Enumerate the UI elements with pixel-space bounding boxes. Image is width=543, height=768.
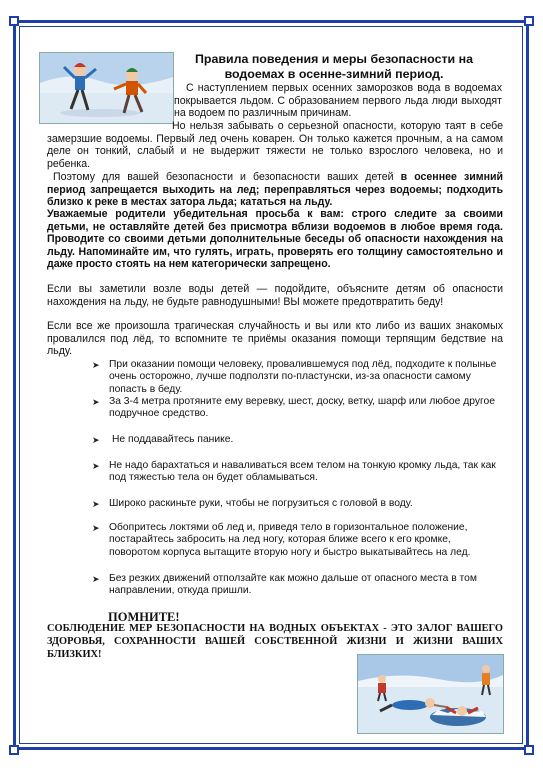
arrow-bullet-icon: ➤ (92, 574, 100, 584)
intro-paragraph-1: С наступлением первых осенних заморозков вода в водоемах покрывается льдом. С образованием первого льда люди выходят на водоем по различным причинам. (174, 82, 502, 120)
tips-list (92, 573, 498, 598)
corner-ornament (9, 745, 19, 755)
ban-lead-text: Поэтому для вашей безопасности и безопасности ваших детей (53, 171, 401, 183)
arrow-bullet-icon: ➤ (92, 435, 100, 445)
tip-item (92, 460, 498, 485)
notice-paragraph: Если вы заметили возле воды детей — подойдите, объясните детям об опасности нахождения на льду, не будьте равнодушными! ВЫ можете предотвратить беду! (47, 283, 503, 308)
tips-list (92, 498, 498, 510)
tip-text: Не поддавайтесь панике. (112, 434, 234, 445)
arrow-bullet-icon: ➤ (92, 397, 100, 407)
corner-ornament (9, 16, 19, 26)
tip-item (92, 573, 498, 598)
tips-list (92, 522, 498, 559)
illustration-ice-rescue (357, 654, 504, 734)
tip-text: За 3-4 метра протяните ему веревку, шест, доску, ветку, шарф или любое другое подручное средство. (109, 396, 495, 420)
arrow-bullet-icon: ➤ (92, 461, 100, 471)
final-warning: СОБЛЮДЕНИЕ МЕР БЕЗОПАСНОСТИ НА ВОДНЫХ ОБЪЕКТАХ - ЭТО ЗАЛОГ ВАШЕГО ЗДОРОВЬЯ, СОХРАННОСТИ ВАШЕЙ СОБСТВЕННОЙ ЖИЗНИ И ЖИЗНИ ВАШИХ БЛИЗКИХ! (47, 623, 503, 660)
corner-ornament (524, 745, 534, 755)
tip-item (92, 522, 498, 559)
tip-text: При оказании помощи человеку, провалившемуся под лёд, подходите к полынье очень осторожно, лучше подползти по-пластунски, из-за опасности самому попасть в беду. (109, 359, 497, 395)
tips-list (92, 434, 498, 446)
parents-paragraph: Уважаемые родители убедительная просьба к вам: строго следите за своими детьми, не оставляйте детей без присмотра вблизи водоемов в любое время года. Проводите со своими детьми дополнительные беседы об опасности нахождения на льду. Напоминайте им, что гулять, играть, проверять его толщину самостоятельно и даже просто стоять на нем категорически запрещено. (47, 208, 503, 271)
ban-rules-text: в осеннее зимний период запрещается выходить на лед; переправляться через водоемы; подходить близко к реке в местах затора льда; кататься на льду. (47, 171, 503, 209)
tip-item (92, 434, 498, 446)
page-title: Правила поведения и меры безопасности на водоемах в осенне-зимний период. (195, 52, 473, 81)
arrow-bullet-icon: ➤ (92, 360, 100, 370)
remember-heading: ПОМНИТЕ! (108, 610, 180, 624)
accident-paragraph: Если все же произошла трагическая случайность и вы или кто либо из ваших знакомых провалился под лёд, то вспомните те приёмы оказания помощи терпящим бедствие на льду. (47, 320, 503, 358)
tip-item (92, 396, 498, 421)
arrow-bullet-icon: ➤ (92, 499, 100, 509)
tips-list (92, 359, 498, 396)
tips-list (92, 460, 498, 485)
corner-ornament (524, 16, 534, 26)
tip-text: Широко раскиньте руки, чтобы не погрузиться с головой в воду. (109, 498, 413, 509)
intro-paragraph-2: Но нельзя забывать о серьезной опасности, которую таят в себе замерзшие водоемы. Первый лед очень коварен. Он только кажется прочным, а на самом деле он тонкий, слабый и не выдержит тяжести не только взрослого человека, но и ребенка. (47, 120, 503, 170)
ban-paragraph (47, 171, 503, 209)
tip-item (92, 498, 498, 510)
tip-text: Без резких движений отползайте как можно дальше от опасного места в том направлении, откуда пришли. (109, 573, 477, 597)
tip-item (92, 359, 498, 396)
tip-text: Не надо барахтаться и наваливаться всем телом на тонкую кромку льда, так как под тяжестью тела он будет обламываться. (109, 460, 496, 484)
illustration-children-on-ice (39, 52, 174, 124)
tips-list (92, 396, 498, 421)
tip-text: Обопритесь локтями об лед и, приведя тело в горизонтальное положение, постарайтесь забросить на лед ногу, которая ближе всего к его кромке, поворотом корпуса вытащите вторую ногу и быстро выкатывайтесь на лед. (109, 522, 471, 558)
arrow-bullet-icon: ➤ (92, 523, 100, 533)
